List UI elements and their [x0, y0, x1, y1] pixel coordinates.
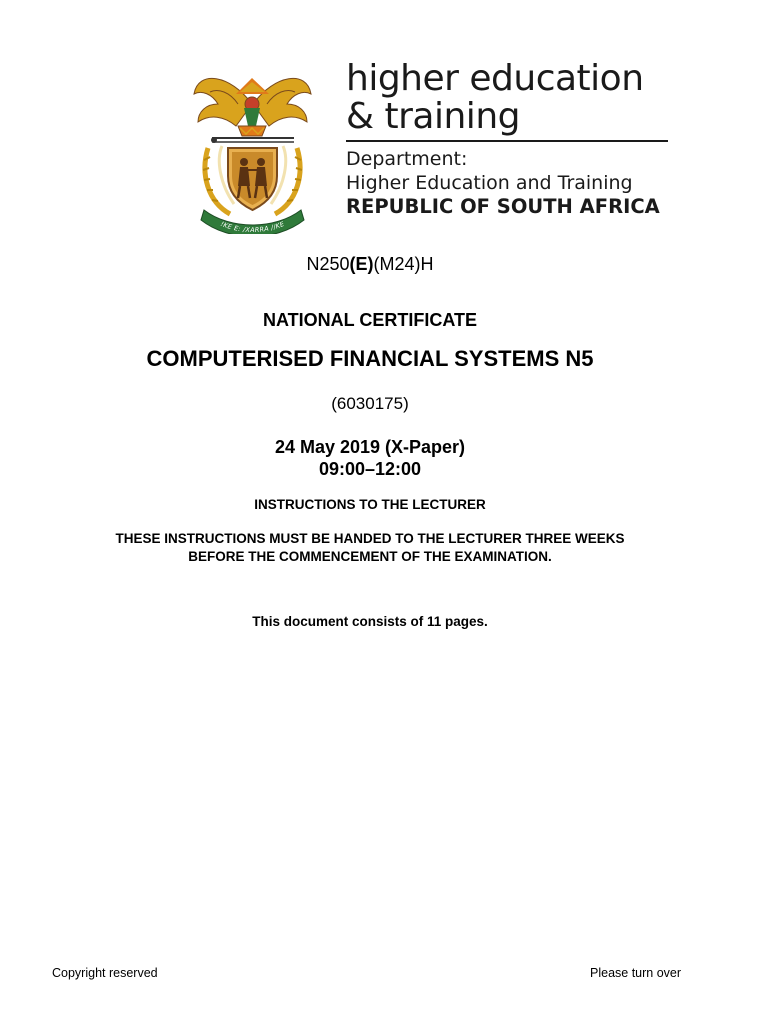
- instructions-note-line-2: BEFORE THE COMMENCEMENT OF THE EXAMINATION.: [188, 549, 552, 564]
- instructions-note: [0, 530, 740, 566]
- brand-divider: [346, 140, 668, 142]
- paper-code-language: (E): [349, 254, 374, 274]
- coat-of-arms-emblem: [190, 64, 315, 234]
- country-name: REPUBLIC OF SOUTH AFRICA: [346, 195, 660, 218]
- certificate-title: NATIONAL CERTIFICATE: [263, 310, 477, 330]
- exam-date: 24 May 2019 (X-Paper): [274, 437, 466, 457]
- paper-code-prefix: N250: [306, 254, 350, 274]
- exam-time: 09:00–12:00: [318, 459, 422, 479]
- footer-turn-over: Please turn over: [590, 966, 682, 980]
- subject-title: COMPUTERISED FINANCIAL SYSTEMS N5: [146, 346, 594, 371]
- department-name: Higher Education and Training: [346, 172, 633, 194]
- instructions-heading: INSTRUCTIONS TO THE LECTURER: [254, 497, 486, 512]
- paper-code-suffix: (M24)H: [373, 254, 434, 274]
- department-label: Department:: [346, 148, 468, 170]
- department-logo: [346, 60, 676, 219]
- page-count: This document consists of 11 pages.: [252, 614, 488, 629]
- paper-code: [0, 254, 740, 275]
- instructions-note-line-1: THESE INSTRUCTIONS MUST BE HANDED TO THE LECTURER THREE WEEKS: [115, 531, 625, 546]
- brand-line-training: & training: [346, 96, 520, 137]
- footer-copyright: Copyright reserved: [52, 966, 158, 980]
- brand-line-higher-education: higher education: [346, 58, 644, 99]
- exam-date-time: [0, 436, 740, 480]
- subject-code: (6030175): [331, 394, 409, 413]
- svg-text:!KE E: /XARRA //KE: !KE E: /XARRA //KE: [219, 219, 286, 234]
